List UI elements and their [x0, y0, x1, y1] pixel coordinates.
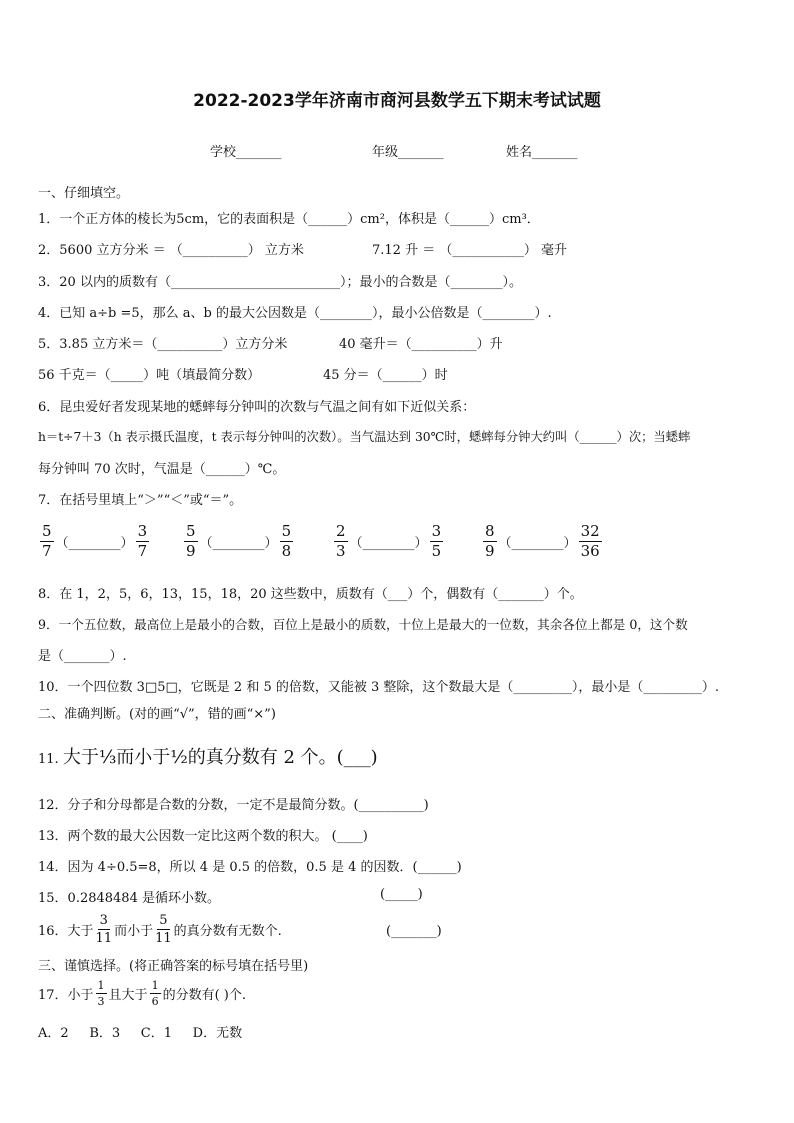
- fraction: $\frac{3}{7}$: [137, 522, 148, 560]
- question-11: [38, 743, 378, 769]
- question-8: 8．在 1，2，5，6，13，15，18，20 这些数中，质数有（___）个，偶数有（_______）个。: [38, 587, 583, 602]
- fraction: $\frac{3}{11}$: [95, 913, 113, 946]
- question-3: 3．20 以内的质数有（__________________________）；最小的合数是（________）。: [38, 275, 522, 290]
- fraction: $\frac{2}{3}$: [336, 522, 346, 560]
- question-6a: 6．昆虫爱好者发现某地的蟋蟀每分钟叫的次数与气温之间有如下近似关系：: [38, 400, 476, 415]
- question-17-options[interactable]: A．2 B．3 C．1 D．无数: [38, 1026, 243, 1041]
- section-heading-judge: 二、准确判断。(对的画“√”，错的画“×”): [38, 707, 276, 722]
- question-9b: 是（_______）.: [38, 649, 127, 664]
- compare-pair: [182, 524, 295, 559]
- school-field: 学校_______: [210, 145, 282, 160]
- question-6b: h＝t÷7＋3（h 表示摄氏温度，t 表示每分钟叫的次数）。当气温达到 30℃时，蟋蟀每分钟大约叫（______）次；当蟋蟀: [38, 430, 691, 444]
- fraction: $\frac{32}{36}$: [580, 522, 600, 560]
- question-1: 1．一个正方体的棱长为5cm，它的表面积是（______）cm²，体积是（______）cm³．: [38, 212, 540, 227]
- compare-pair: [481, 524, 604, 559]
- question-4: 4．已知 a÷b =5，那么 a、b 的最大公因数是（________），最小公倍数是（________）.: [38, 306, 552, 321]
- question-5b: 40 毫升＝（__________）升: [339, 337, 503, 352]
- question-6c: 每分钟叫 70 次时，气温是（______）℃。: [38, 462, 286, 477]
- answer-blank[interactable]: (_______): [386, 924, 442, 939]
- question-17: 17．小于 $\frac{1}{3}$ 且大于 $\frac{1}{6}$ 的分数有( )个.: [38, 979, 246, 1008]
- fraction: $\frac{8}{9}$: [485, 522, 495, 560]
- fraction: $\frac{5}{11}$: [155, 913, 172, 946]
- question-16: 16．大于 $\frac{3}{11}$ 而小于 $\frac{5}{11}$ 的真分数有无数个.: [38, 913, 282, 946]
- question-2a: 2．5600 立方分米 ＝ （__________） 立方米: [38, 243, 304, 258]
- section-heading-fill: 一、仔细填空。: [38, 186, 130, 201]
- fraction: $\frac{5}{9}$: [186, 522, 196, 560]
- question-13: 13．两个数的最大公因数一定比这两个数的积大。 (____): [38, 829, 368, 844]
- question-9a: 9．一个五位数，最高位上是最小的合数，百位上是最小的质数，十位上是最大的一位数，其余各位上都是 0，这个数: [38, 617, 688, 632]
- answer-blank[interactable]: （________）: [199, 536, 278, 551]
- grade-field: 年级_______: [372, 145, 444, 160]
- fraction-compare-row: [38, 524, 758, 564]
- answer-blank[interactable]: (_____): [380, 887, 423, 902]
- answer-blank[interactable]: （________）: [498, 536, 577, 551]
- question-5c: 56 千克＝（_____）吨（填最简分数）: [38, 368, 261, 383]
- fraction: $\frac{5}{7}$: [42, 522, 52, 560]
- question-number: 11.: [38, 752, 59, 767]
- question-14: 14．因为 4÷0.5=8，所以 4 是 0.5 的倍数，0.5 是 4 的因数．(______): [38, 860, 462, 875]
- question-10: 10．一个四位数 3□5□，它既是 2 和 5 的倍数，又能被 3 整除，这个数最大是（_________），最小是（_________）.: [38, 680, 720, 695]
- answer-blank[interactable]: （________）: [349, 536, 428, 551]
- question-15: 15．0.2848484 是循环小数。: [38, 891, 220, 906]
- name-field: 姓名_______: [506, 145, 578, 160]
- question-12: 12．分子和分母都是合数的分数，一定不是最简分数。(__________): [38, 798, 429, 813]
- question-7: 7．在括号里填上“＞”“＜”或“＝”。: [38, 493, 243, 508]
- question-5a: 5．3.85 立方米＝（__________）立方分米: [38, 337, 288, 352]
- compare-pair: [332, 524, 445, 559]
- fraction: $\frac{1}{3}$: [97, 979, 105, 1008]
- fraction: $\frac{3}{5}$: [431, 522, 442, 560]
- fraction: $\frac{1}{6}$: [151, 979, 159, 1008]
- answer-blank[interactable]: （________）: [55, 536, 134, 551]
- question-11-text: 大于⅓而小于½的真分数有 2 个。(___): [62, 747, 378, 768]
- question-5d: 45 分＝（______）时: [323, 368, 448, 383]
- fraction: $\frac{5}{8}$: [281, 522, 292, 560]
- page-title: 2022-2023学年济南市商河县数学五下期末考试试题: [193, 91, 601, 111]
- question-2b: 7.12 升 ＝ （___________） 毫升: [372, 243, 567, 258]
- compare-pair: [38, 524, 151, 559]
- section-heading-choice: 三、谨慎选择。(将正确答案的标号填在括号里): [38, 959, 309, 974]
